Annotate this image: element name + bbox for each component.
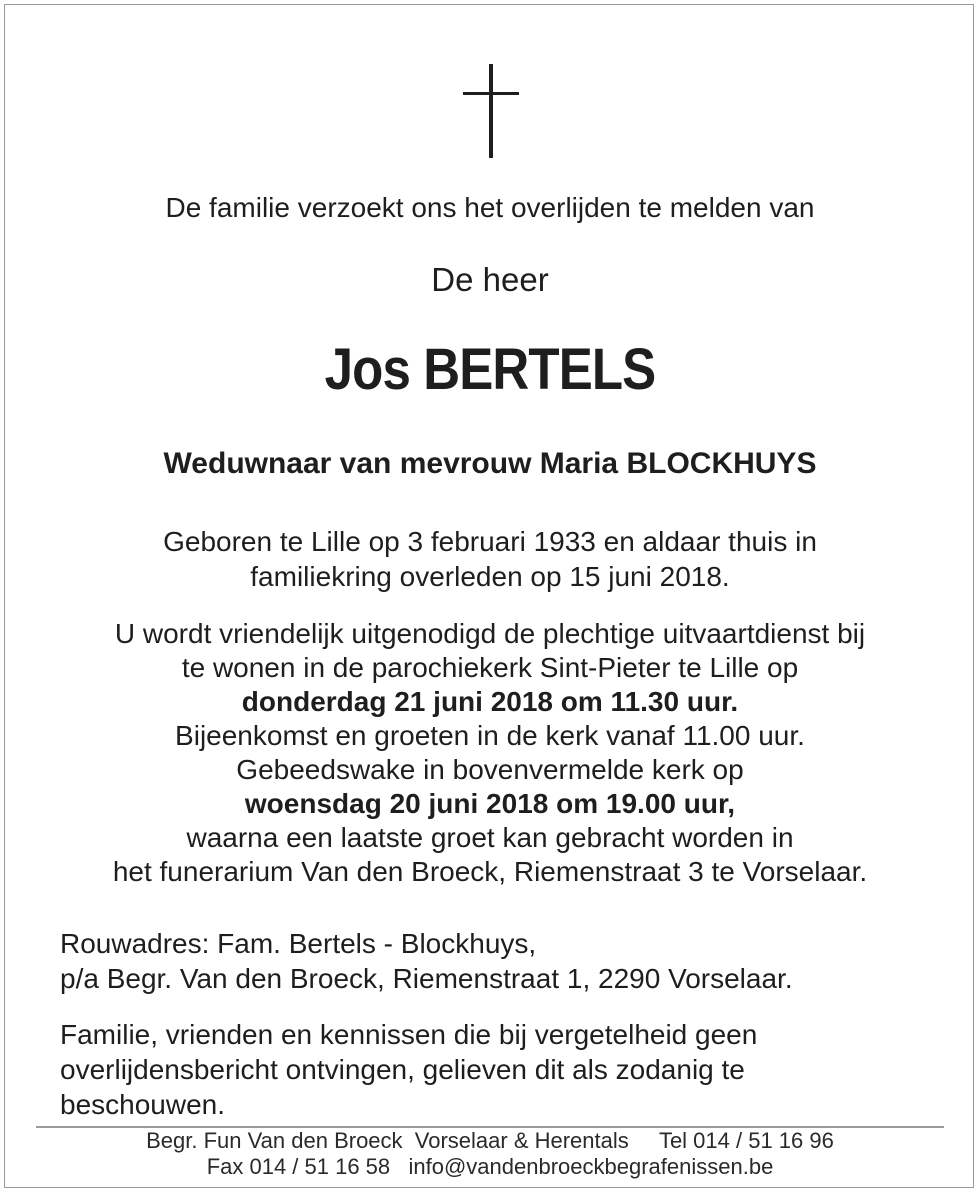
deceased-name: Jos BERTELS bbox=[324, 337, 656, 402]
cross-icon bbox=[463, 64, 519, 158]
footer-email: info@vandenbroeckbegrafenissen.be bbox=[408, 1154, 774, 1179]
invite-line-7: waarna een laatste groet kan gebracht worden in bbox=[186, 822, 794, 853]
born-line-1: Geboren te Lille op 3 februari 1933 en aldaar thuis in bbox=[163, 526, 817, 557]
footer-line-1 bbox=[30, 1128, 950, 1154]
honorific: De heer bbox=[431, 261, 549, 298]
footer-tel: Tel 014 / 51 16 96 bbox=[658, 1128, 834, 1153]
invite-line-2: te wonen in de parochiekerk Sint-Pieter te Lille op bbox=[181, 652, 799, 683]
wake-date: woensdag 20 juni 2018 om 19.00 uur, bbox=[244, 788, 736, 819]
funeral-date: donderdag 21 juni 2018 om 11.30 uur. bbox=[241, 686, 739, 717]
invite-line-5: Gebeedswake in bovenvermelde kerk op bbox=[236, 754, 744, 785]
born-line-2: familiekring overleden op 15 juni 2018. bbox=[250, 561, 730, 592]
card-border bbox=[4, 4, 974, 1188]
funeral-home-footer bbox=[30, 1128, 950, 1180]
invite-line-8: het funerarium Van den Broeck, Riemenstraat 3 te Vorselaar. bbox=[112, 856, 868, 887]
notice-line-2: overlijdensbericht ontvingen, gelieven dit als zodanig te bbox=[60, 1054, 745, 1085]
invite-line-4: Bijeenkomst en groeten in de kerk vanaf 11.00 uur. bbox=[175, 720, 805, 751]
footer-company: Begr. Fun Van den Broeck Vorselaar & Herentals bbox=[146, 1128, 629, 1153]
notice-paragraph bbox=[60, 1017, 940, 1122]
address-line-2: p/a Begr. Van den Broeck, Riemenstraat 1, 2290 Vorselaar. bbox=[60, 963, 793, 994]
footer-fax: Fax 014 / 51 16 58 bbox=[206, 1154, 391, 1179]
address-line-1: Rouwadres: Fam. Bertels - Blockhuys, bbox=[60, 928, 537, 959]
invite-line-1: U wordt vriendelijk uitgenodigd de plechtige uitvaartdienst bij bbox=[114, 618, 866, 649]
invitation-paragraph bbox=[30, 617, 950, 889]
intro-text: De familie verzoekt ons het overlijden te melden van bbox=[165, 192, 815, 223]
footer-line-2 bbox=[30, 1154, 950, 1180]
spouse-line: Weduwnaar van mevrouw Maria BLOCKHUYS bbox=[163, 447, 817, 480]
notice-line-1: Familie, vrienden en kennissen die bij vergetelheid geen bbox=[60, 1019, 758, 1050]
notice-line-3: beschouwen. bbox=[60, 1089, 226, 1120]
mourning-address bbox=[60, 926, 940, 996]
birth-death-paragraph bbox=[30, 524, 950, 594]
